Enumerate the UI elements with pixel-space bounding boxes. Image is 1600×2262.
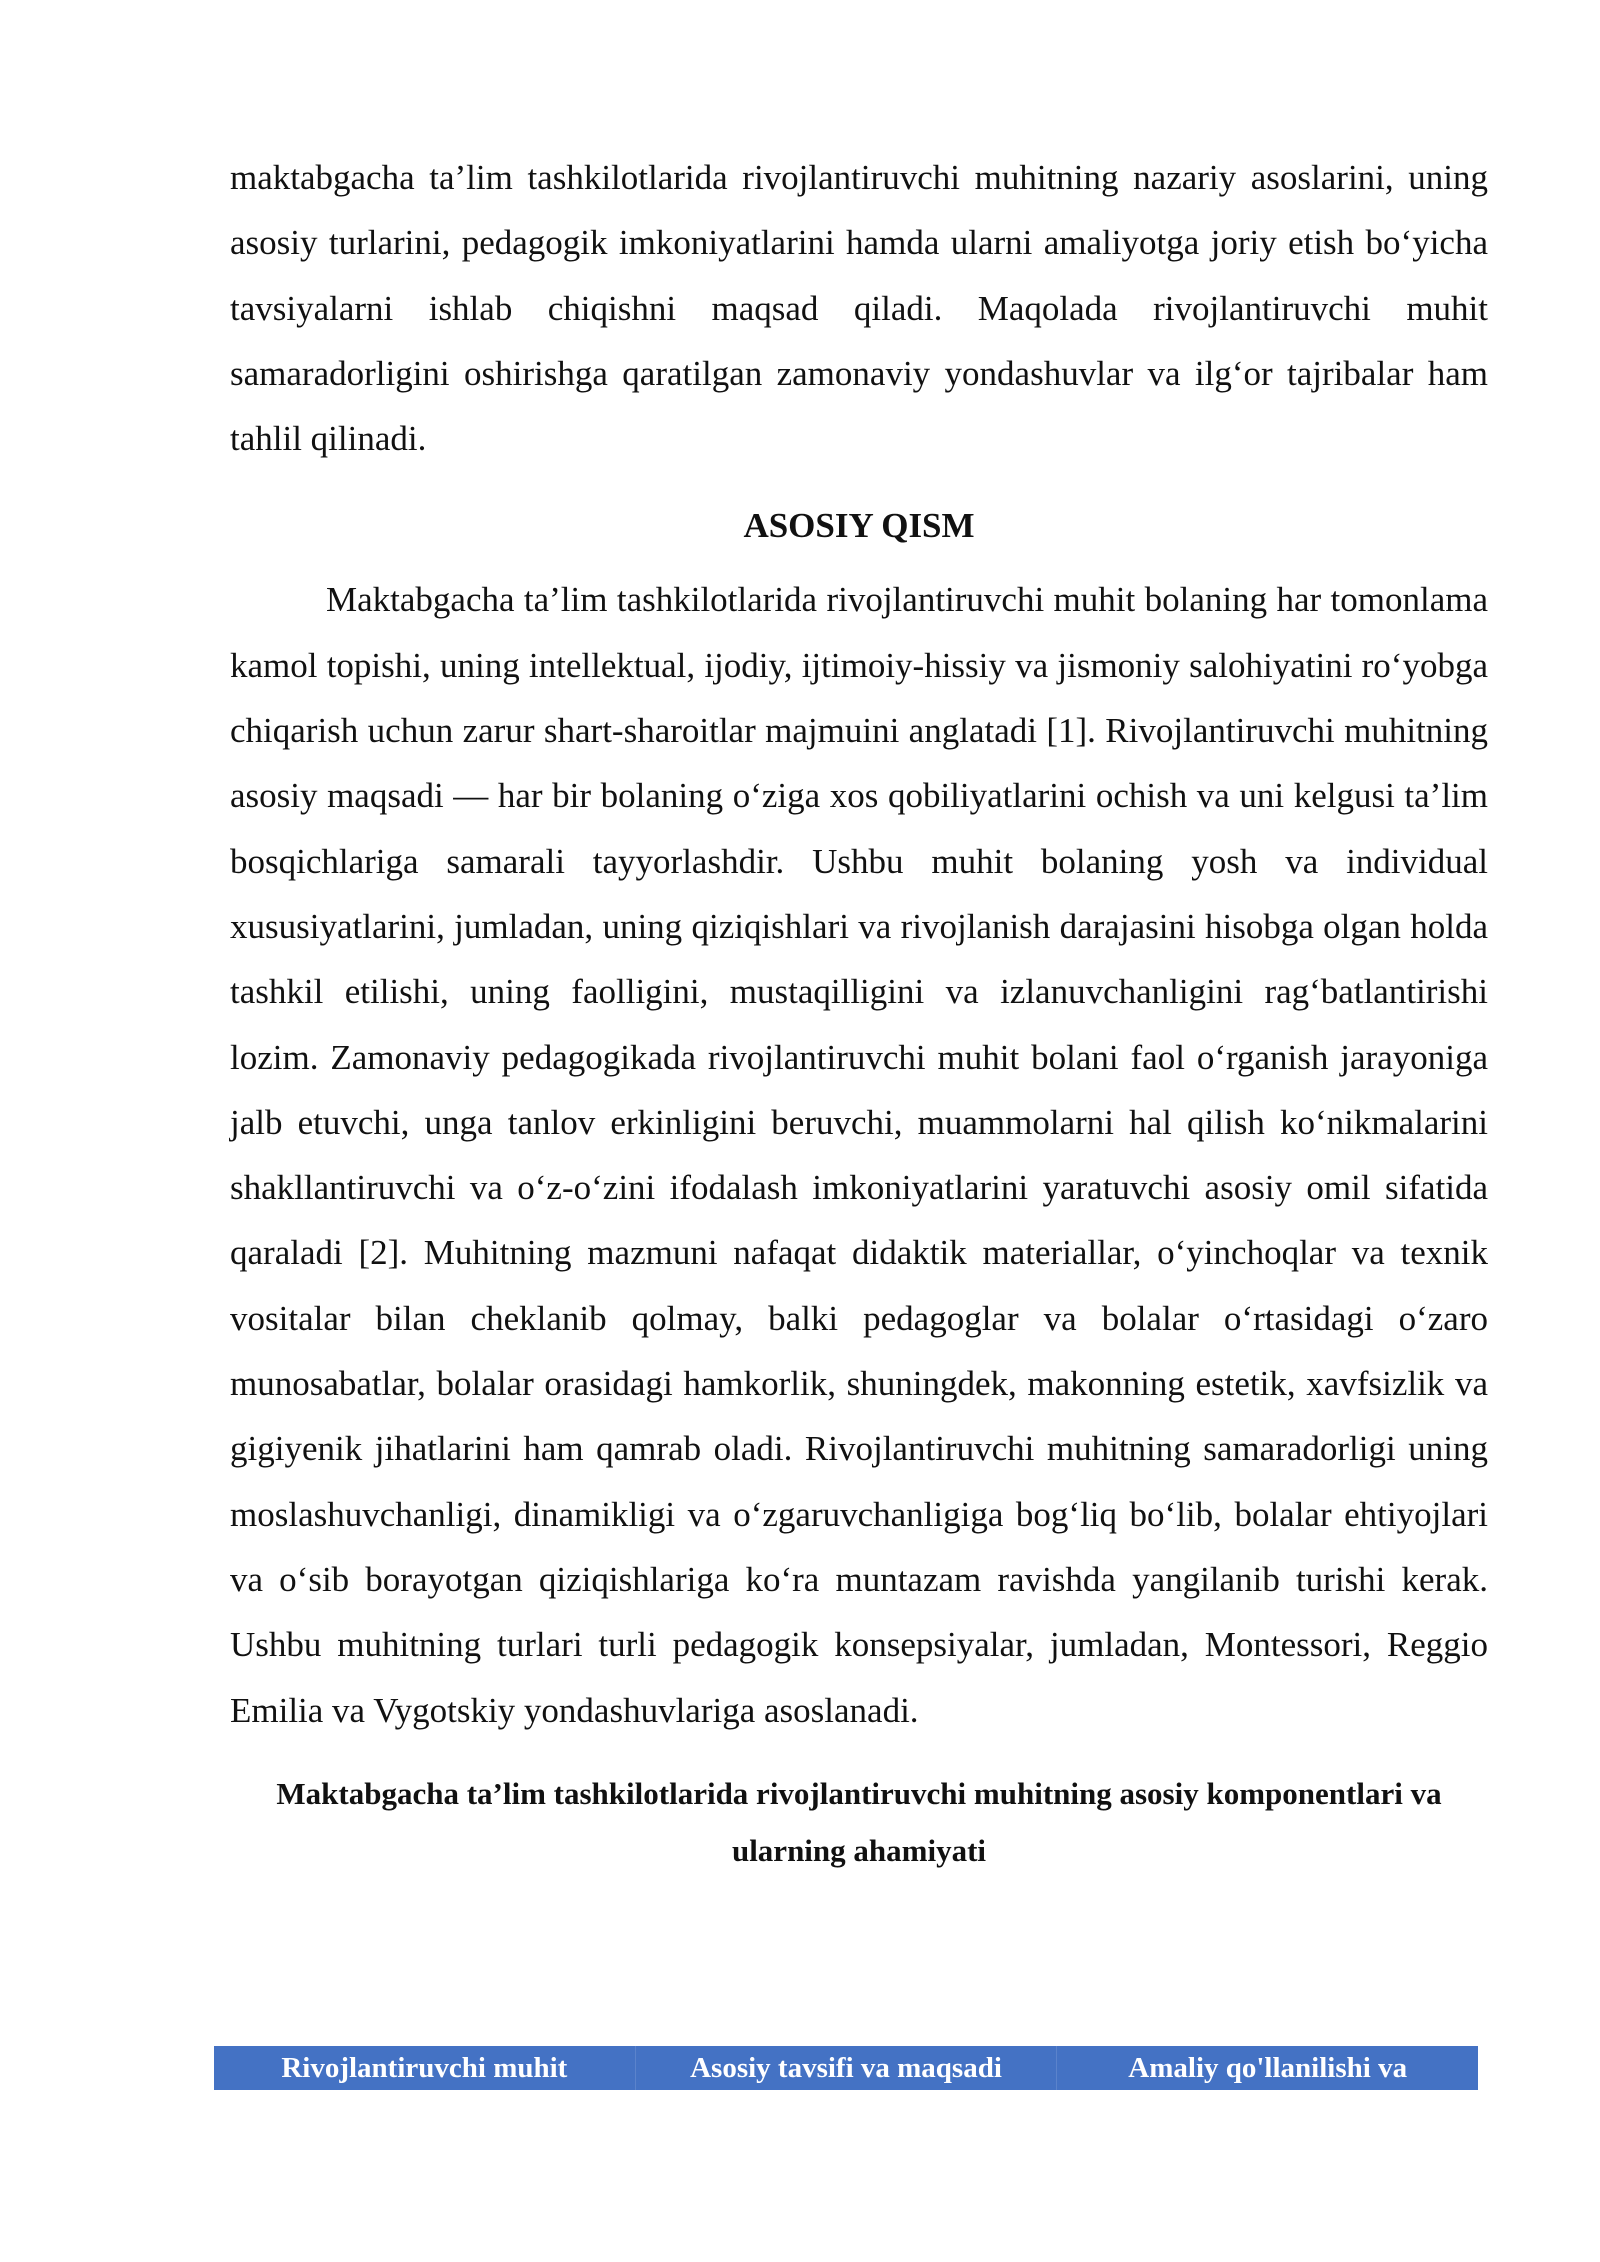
section-heading: ASOSIY QISM [743,506,975,546]
table-header-cell: Rivojlantiruvchi muhit [281,2052,568,2084]
table-caption: Maktabgacha ta’lim tashkilotlarida rivojlantiruvchi muhitning asosiy komponentlari va ularning ahamiyati [276,1775,1442,1868]
table-header-cell: Asosiy tavsifi va maqsadi [635,2046,1057,2090]
document-page [230,145,1488,1879]
table-header-row [214,2046,1478,2090]
table-header-cell: Amaliy qo'llanilishi va [1056,2046,1478,2090]
main-paragraph: Maktabgacha ta’lim tashkilotlarida rivojlantiruvchi muhit bolaning har tomonlama kamol topishi, uning intellektual, ijodiy, ijtimoiy-hissiy va jismoniy salohiyatini ro‘yobga chiqarish uchun zarur shart-sharoitlar majmuini anglatadi [1]. Rivojlantiruvchi muhitning asosiy maqsadi — har bir bolaning o‘ziga xos qobiliyatlarini ochish va uni kelgusi ta’lim bosqichlariga samarali tayyorlashdir. Ushbu muhit bolaning yosh va individual xususiyatlarini, jumladan, uning qiziqishlari va rivojlanish darajasini hisobga olgan holda tashkil etilishi, uning faolligini, mustaqilligini va izlanuvchanligini rag‘batlantirishi lozim. Zamonaviy pedagogikada rivojlantiruvchi muhit bolani faol o‘rganish jarayoniga jalb etuvchi, unga tanlov erkinligini beruvchi, muammolarni hal qilish ko‘nikmalarini shakllantiruvchi va o‘z-o‘zini ifodalash imkoniyatlarini yaratuvchi asosiy omil sifatida qaraladi [2]. Muhitning mazmuni nafaqat didaktik materiallar, o‘yinchoqlar va texnik vositalar bilan cheklanib qolmay, balki pedagoglar va bolalar o‘rtasidagi o‘zaro munosabatlar, bolalar orasidagi hamkorlik, shuningdek, makonning estetik, xavfsizlik va gigiyenik jihatlarini ham qamrab oladi. Rivojlantiruvchi muhitning samaradorligi uning moslashuvchanligi, dinamikligi va o‘zgaruvchanligiga bog‘liq bo‘lib, bolalar ehtiyojlari va o‘sib borayotgan qiziqishlariga ko‘ra muntazam ravishda yangilanib turishi kerak. Ushbu muhitning turlari turli pedagogik konsepsiyalar, jumladan, Montessori, Reggio Emilia va Vygotskiy yondashuvlariga asoslanadi. [230,580,1488,1730]
intro-paragraph: maktabgacha ta’lim tashkilotlarida rivojlantiruvchi muhitning nazariy asoslarini, uning asosiy turlarini, pedagogik imkoniyatlarini hamda ularni amaliyotga joriy etish bo‘yicha tavsiyalarni ishlab chiqishni maqsad qiladi. Maqolada rivojlantiruvchi muhit samaradorligini oshirishga qaratilgan zamonaviy yondashuvlar va ilg‘or tajribalar ham tahlil qilinadi. [230,158,1488,459]
